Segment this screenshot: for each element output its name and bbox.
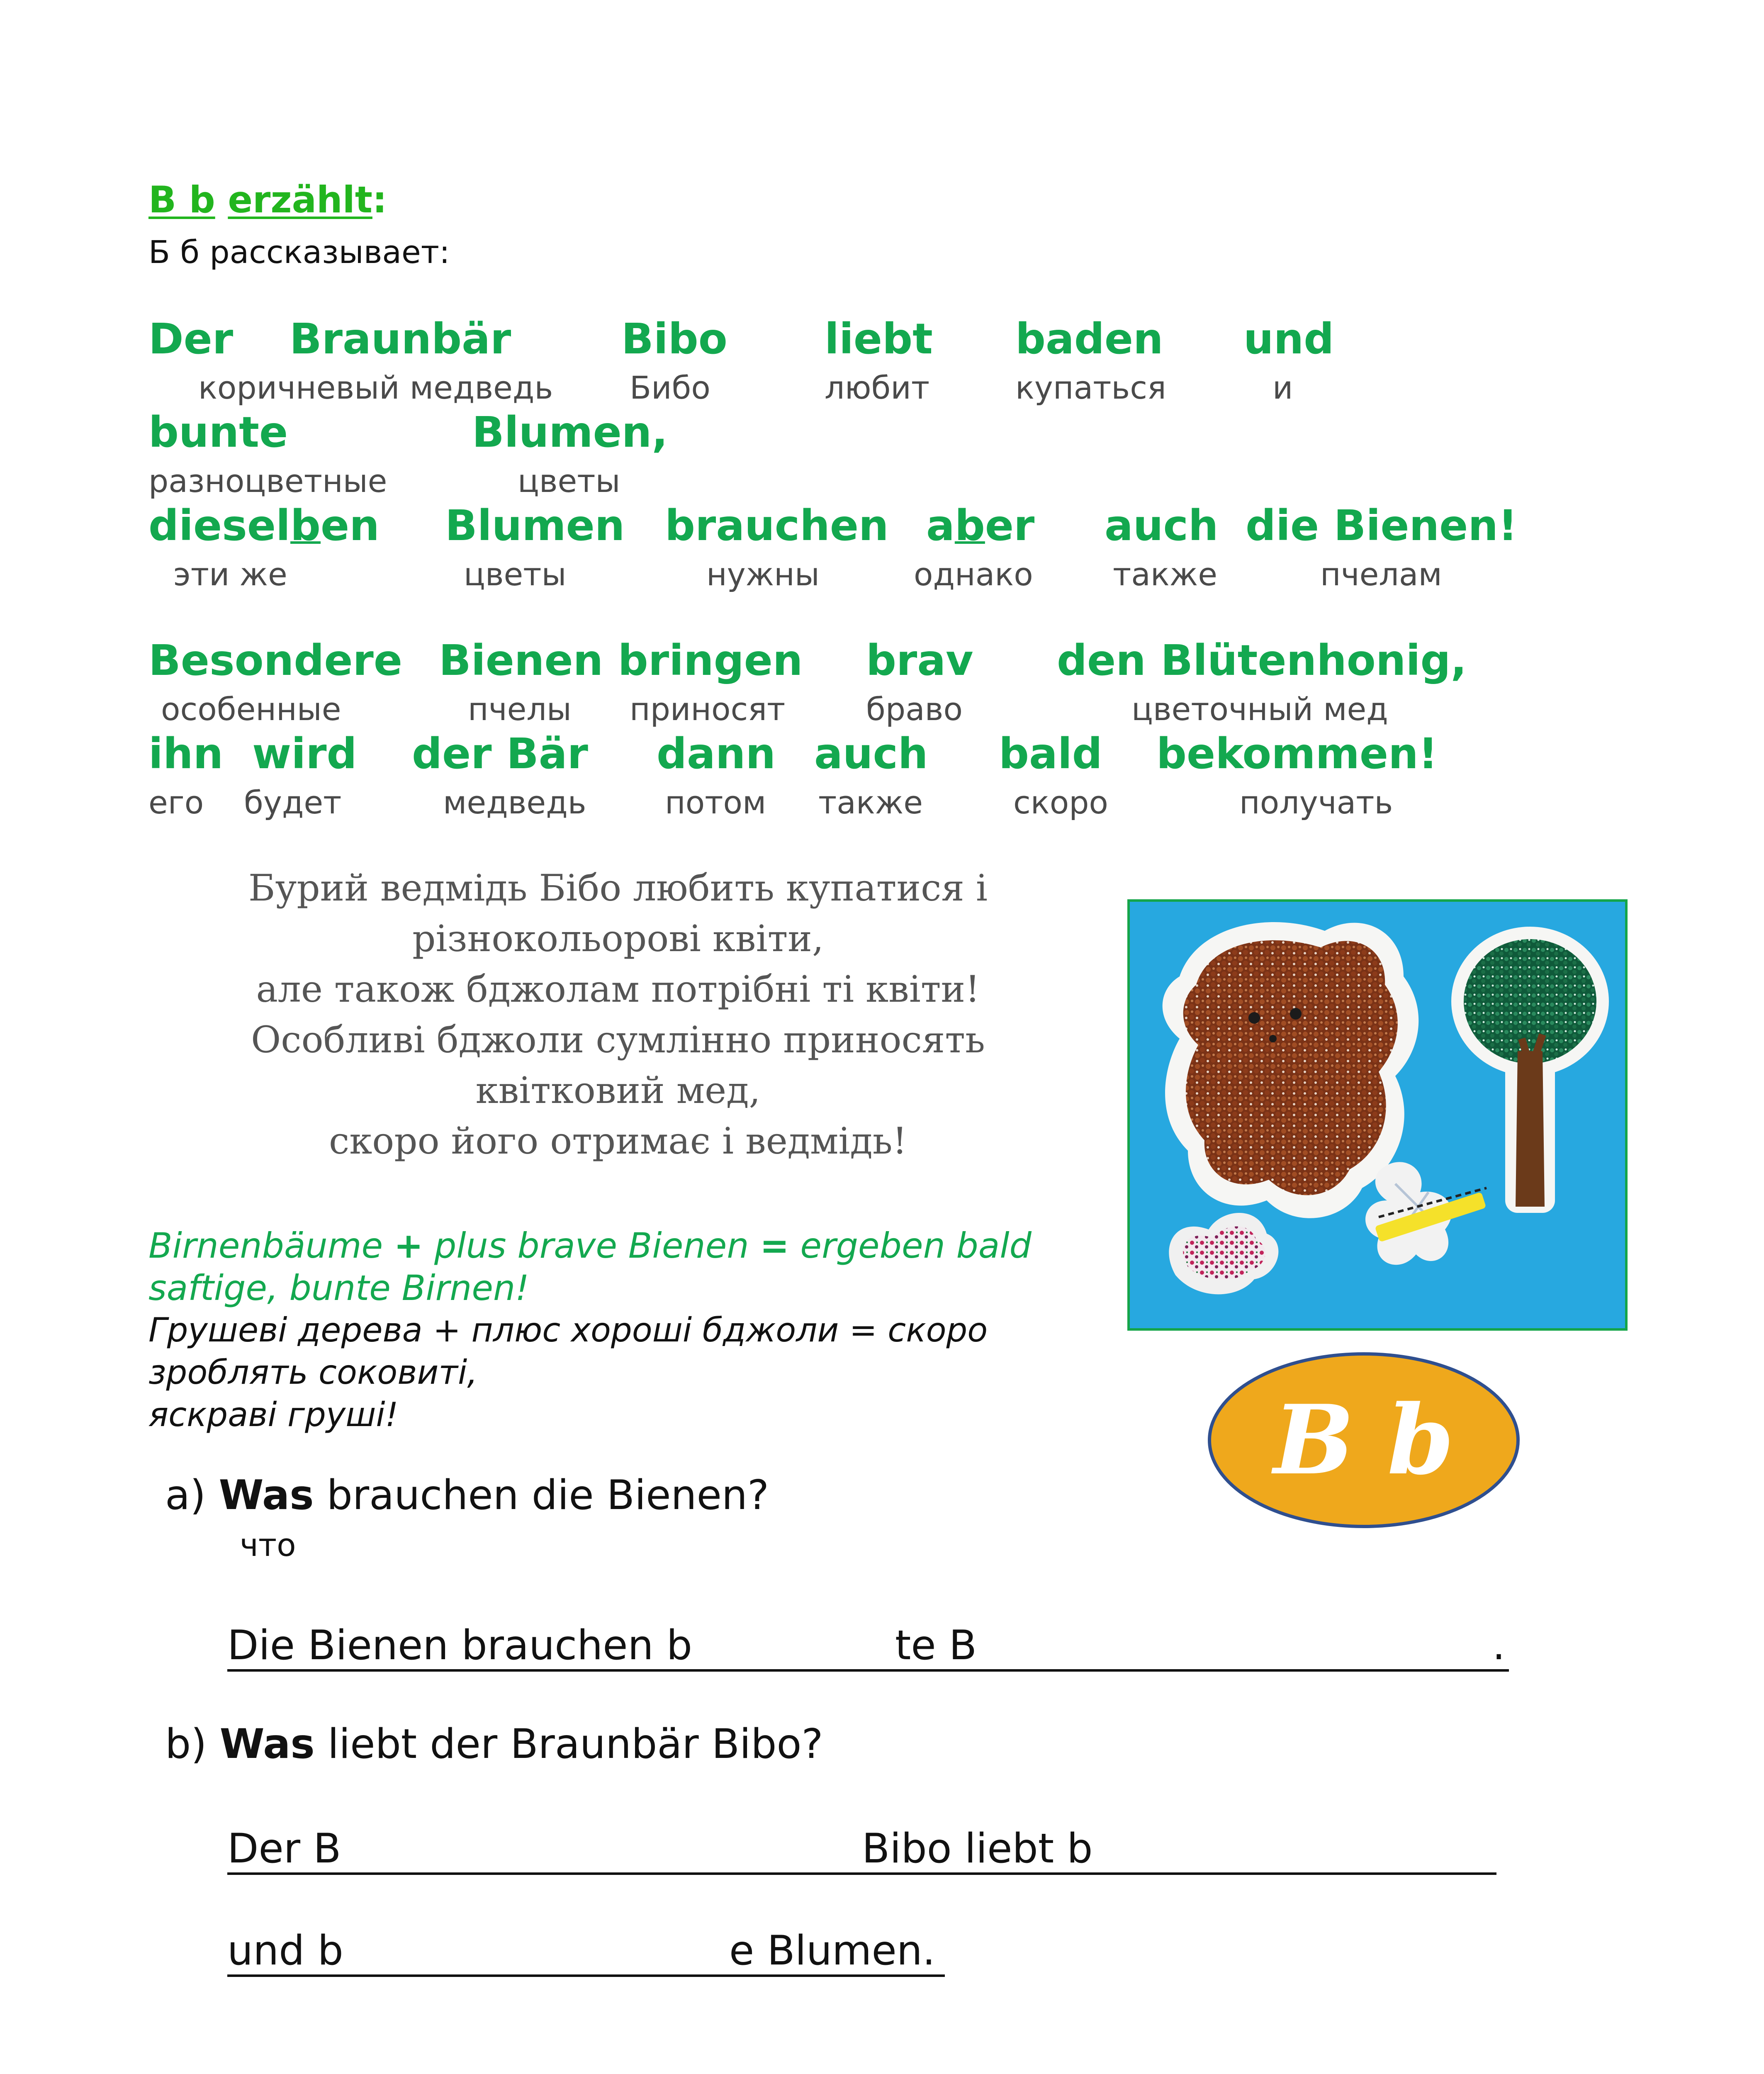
badge-text: B b xyxy=(1273,1384,1454,1496)
verse-word: die Bienen! xyxy=(1246,501,1518,550)
verse-word: Besondere xyxy=(148,636,402,685)
verse-translation: цветы xyxy=(518,463,620,499)
exercise-b-answer-line-2[interactable] xyxy=(227,1974,945,1977)
verse-word: baden xyxy=(1015,314,1163,364)
verse-letter-highlight: b xyxy=(954,501,985,550)
verse-word: Bienen bringen xyxy=(439,636,803,685)
verse-translation: однако xyxy=(914,556,1033,593)
letter-badge xyxy=(1206,1351,1521,1530)
verse-translation: цветочный мед xyxy=(1131,691,1388,728)
verse-translation: медведь xyxy=(443,784,586,821)
exercise-b-answer-middle: Bibo liebt b xyxy=(862,1825,1093,1872)
verse-word: auch xyxy=(814,729,928,779)
title-colon: : xyxy=(372,178,387,221)
exercise-a-answer-end: . xyxy=(1492,1622,1506,1669)
verse-translation: разноцветные xyxy=(148,463,387,499)
verse-word xyxy=(926,501,1034,550)
page-subtitle: Б б рассказывает: xyxy=(148,234,450,270)
exercise-a-question xyxy=(165,1472,769,1519)
exercise-a-answer-start: Die Bienen brauchen b xyxy=(227,1622,692,1669)
verse-word-part: er xyxy=(985,501,1035,550)
exercise-b-answer-start-2: und b xyxy=(227,1927,343,1974)
proverb-part: Birnenbäume xyxy=(148,1225,394,1266)
question-rest: brauchen die Bienen? xyxy=(314,1472,769,1519)
verse-translation: приносят xyxy=(630,691,786,728)
verse-translation: купаться xyxy=(1015,369,1166,406)
proverb-line-2: saftige, bunte Birnen! xyxy=(148,1268,529,1308)
verse-word: und xyxy=(1243,314,1334,364)
verse-word: bunte xyxy=(148,408,288,457)
verse-word: bald xyxy=(999,729,1102,779)
verse-translation: пчелам xyxy=(1320,556,1442,593)
verse-translation: скоро xyxy=(1013,784,1108,821)
poem-line: Особливі бджоли сумлінно приносять xyxy=(251,1018,985,1061)
verse-word: ihn xyxy=(148,729,224,779)
proverb-german xyxy=(148,1224,1032,1309)
poem-line: Бурий ведмідь Бібо любить купатися і xyxy=(248,867,988,909)
verse-word: dann xyxy=(657,729,776,779)
exercise-b-answer-line-1[interactable] xyxy=(227,1872,1496,1875)
title-word: erzählt xyxy=(228,178,372,221)
craft-picture xyxy=(1127,899,1628,1331)
proverb-ukrainian xyxy=(148,1309,988,1436)
exercise-a-hint: что xyxy=(240,1526,296,1563)
verse-word: liebt xyxy=(825,314,933,364)
verse-letter-highlight: b xyxy=(290,501,321,550)
proverb-line-1 xyxy=(148,1224,1032,1267)
verse-translation: будет xyxy=(244,784,342,821)
title-letters: B b xyxy=(148,178,215,221)
verse-translation: также xyxy=(1113,556,1217,593)
verse-word: bekommen! xyxy=(1156,729,1438,779)
verse-word-part: a xyxy=(926,501,955,550)
proverb-part: plus brave Bienen xyxy=(423,1225,760,1266)
plus-sign: + xyxy=(394,1225,423,1266)
verse-translation: цветы xyxy=(464,556,567,593)
verse-translation: его xyxy=(148,784,204,821)
exercise-b-label: b) xyxy=(165,1721,207,1768)
question-word: Was xyxy=(219,1721,315,1768)
verse-translation: Бибо xyxy=(630,369,710,406)
question-word: Was xyxy=(219,1472,314,1519)
verse-word: brav xyxy=(866,636,973,685)
exercise-a-label: a) xyxy=(165,1472,206,1519)
verse-translation: также xyxy=(818,784,923,821)
poem-line: квітковий мед, xyxy=(475,1069,761,1112)
verse-word: wird xyxy=(252,729,357,779)
poem-line: але також бджолам потрібні ті квіти! xyxy=(256,968,980,1010)
poem-ukrainian xyxy=(245,863,991,1166)
verse-translation: получать xyxy=(1239,784,1393,821)
proverb-uk-line: зроблять соковиті, xyxy=(148,1353,478,1392)
verse-word xyxy=(148,501,380,550)
verse-translation: особенные xyxy=(161,691,341,728)
equals-sign: = xyxy=(760,1225,789,1266)
exercise-a-answer-line[interactable] xyxy=(227,1669,1509,1672)
verse-word-part: en xyxy=(321,501,380,550)
verse-translation: любит xyxy=(825,369,930,406)
verse-translation: потом xyxy=(665,784,766,821)
proverb-part: ergeben bald xyxy=(789,1225,1032,1266)
exercise-b-answer-end: e Blumen. xyxy=(729,1927,936,1974)
verse-word-part: diesel xyxy=(148,501,291,550)
verse-translation: коричневый медведь xyxy=(198,369,553,406)
verse-translation: пчелы xyxy=(468,691,572,728)
craft-picture-art xyxy=(1130,902,1625,1328)
verse-translation: браво xyxy=(866,691,963,728)
verse-translation: эти же xyxy=(173,556,287,593)
verse-word: Blumen, xyxy=(472,408,668,457)
exercise-a-answer-middle: te B xyxy=(895,1622,977,1669)
poem-line: скоро його отримає і ведмідь! xyxy=(328,1120,908,1162)
verse-word: der Bär xyxy=(412,729,588,779)
verse-word: Der xyxy=(148,314,234,364)
verse-translation: нужны xyxy=(706,556,820,593)
question-rest: liebt der Braunbär Bibo? xyxy=(314,1721,823,1768)
verse-word: den Blütenhonig, xyxy=(1057,636,1467,685)
verse-word: Bibo xyxy=(621,314,727,364)
verse-word: brauchen xyxy=(665,501,889,550)
proverb-uk-line: Грушеві дерева + плюс хороші бджоли = скоро xyxy=(148,1311,988,1349)
verse-word: Braunbär xyxy=(290,314,511,364)
proverb-uk-line: яскраві груші! xyxy=(148,1395,399,1434)
exercise-b-question xyxy=(165,1721,823,1768)
exercise-b-answer-start: Der B xyxy=(227,1825,341,1872)
verse-word: Blumen xyxy=(445,501,625,550)
poem-line: різнокольорові квіти, xyxy=(412,917,824,960)
page-title xyxy=(148,178,387,221)
verse-translation: и xyxy=(1273,369,1293,406)
verse-word: auch xyxy=(1105,501,1219,550)
